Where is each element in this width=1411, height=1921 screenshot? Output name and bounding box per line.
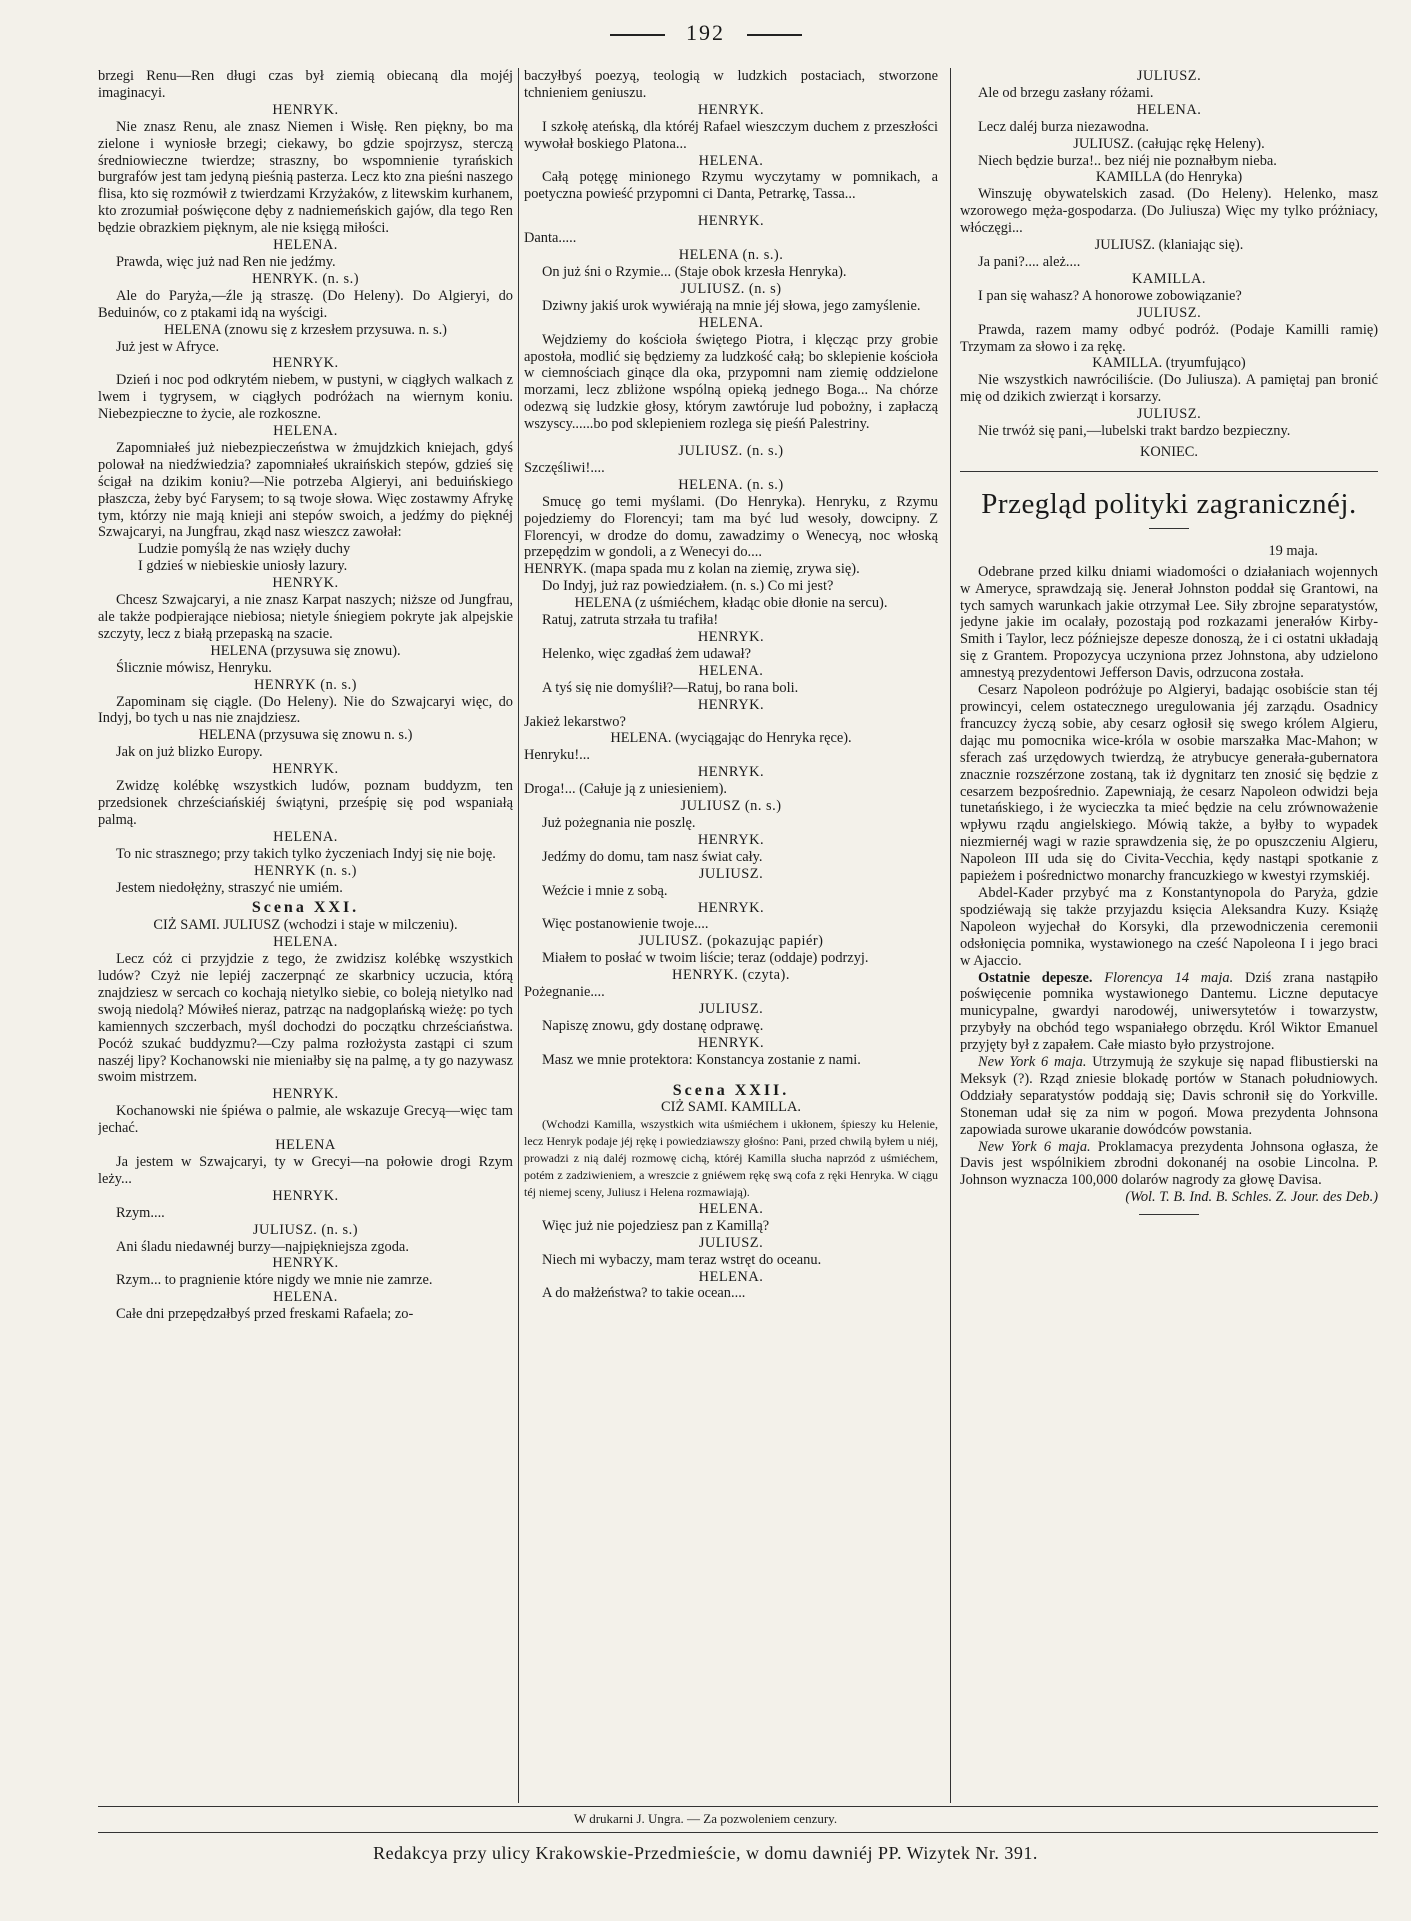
speaker-name: HENRYK. (czyta). (672, 967, 790, 984)
speaker-name: HENRYK. (697, 764, 765, 781)
sources-line: (Wol. T. B. Ind. B. Schles. Z. Jour. des Deb.) (1125, 1189, 1378, 1206)
paragraph: Smucę go temi myślami. (Do Henryka). Henryku, z Rzymu pojedziemy do Florencyi; tam ma być lud wesoły, dowcipny. Z Florencyi, w drodze do domu, zawadzimy o Wenecyą, noc włoską przepędzim w gondoli, a z Wenecyi do.... (524, 493, 938, 561)
paragraph: Szczęśliwi!.... (524, 459, 605, 476)
dispatch-newyork-1 (960, 1054, 1378, 1139)
footer-rule-bottom (98, 1832, 1378, 1833)
title-underline (1149, 528, 1189, 529)
speaker-name: HENRYK. (272, 101, 339, 118)
section-divider (960, 471, 1378, 472)
dispatch-label: Ostatnie depesze. (978, 969, 1093, 986)
speaker-name: JULIUSZ. (pokazując papiér) (638, 933, 824, 950)
paragraph: Rzym.... (116, 1204, 165, 1221)
paragraph: Całe dni przepędzałbyś przed freskami Rafaela; zo- (116, 1306, 414, 1323)
spacer (524, 1069, 938, 1079)
column-3-drama-text (960, 68, 1378, 440)
paragraph: Nie wszystkich nawróciliście. (Do Juliusza). A pamiętaj pan bronić mię od dzikich zwierząt i korsarzy. (960, 372, 1378, 406)
paragraph: Nie trwóż się pani,—lubelski trakt bardzo bezpieczny. (978, 423, 1291, 440)
paragraph: Ślicznie mówisz, Henryku. (116, 659, 272, 676)
speaker-name: HENRYK. (697, 899, 765, 916)
dispatch-place-2: New York 6 maja. (978, 1054, 1087, 1071)
speaker-name: JULIUSZ (n. s.) (680, 798, 782, 815)
paragraph: Danta..... (524, 230, 577, 247)
speaker-name: HELENA. (698, 1200, 764, 1217)
speaker-name: HENRYK. (272, 1255, 339, 1272)
paragraph: HENRYK. (mapa spada mu z kolan na ziemię, zrywa się). (524, 561, 860, 578)
speaker-name: HELENA. (n. s.) (678, 476, 784, 493)
column-divider-2 (950, 68, 951, 1803)
article-paragraph: Odebrane przed kilku dniami wiadomości o działaniach wojennych w Ameryce, sprawdzają się. Jenerał Johnston poddał się Grantowi, na tych samych warunkach jakie otrzymał Lee. Siły zbrojne separatystów, jedyne jakie im ocalały, pozostają pod rozkazami jenerałów Kirby-Smith i Taylor, lecz późniejsze depesze donoszą, że i ci ostatni układają się z Grantem. Propozycya uczyniona przez Johnstona, aby udzielono amnestyą prezydentowi Jefferson Davis, odrzucona została. (960, 563, 1378, 682)
speaker-name: HELENA (n. s.). (678, 247, 784, 264)
paragraph: Dziwny jakiś urok wywiérają na mnie jéj słowa, jego zamyślenie. (542, 297, 921, 314)
paragraph: A do małżeństwa? to takie ocean.... (542, 1285, 746, 1302)
paragraph: Wejdziemy do kościoła świętego Piotra, i klęcząc przy grobie apostoła, modlić się będziemy za ludzkość całą; bo sklepienie kościoła w ciemnościach ginące dla oka, przypomni nam ziemię oddzielone morzami, lecz zbliżone wspólną opieką jednego Boga... Na chórze odezwą się ludzkie głosy, którym zawtóruje lud pobożny, i zapłaczą wszyscy......bo pod sklepieniem rozlega się pieśń Palestriny. (524, 331, 938, 433)
column-divider-1 (518, 68, 519, 1803)
speaker-name: HENRYK. (n. s.) (251, 270, 360, 287)
paragraph: Chcesz Szwajcaryi, a nie znasz Karpat naszych; niższe od Jungfrau, ale także podpierające niebiosa; nietyle śniegiem pokryte jak alpejskie szczyty, lecz z białą przepaską na szacie. (98, 592, 513, 642)
page-number: 192 (686, 20, 725, 45)
printer-line: W drukarni J. Ungra. — Za pozwoleniem cenzury. (573, 1811, 838, 1826)
paragraph: Prawda, więc już nad Ren nie jedźmy. (116, 253, 336, 270)
speaker-name: HENRYK. (697, 831, 765, 848)
speaker-name: HENRYK. (272, 575, 339, 592)
spacer (524, 203, 938, 213)
paragraph: Rzym... to pragnienie które nigdy we mnie nie zamrze. (116, 1272, 433, 1289)
speaker-name: JULIUSZ. (n. s) (680, 280, 782, 297)
column-1-drama-text (98, 68, 513, 1803)
paragraph: Zwidzę kolébkę wszystkich ludów, poznam buddyzm, ten przedsionek chrześciańskiéj świątyni, prześpię się pod wspaniałą palmą. (98, 778, 513, 828)
speaker-name: JULIUSZ. (698, 1000, 764, 1017)
stage-direction: CIŻ SAMI. JULIUSZ (wchodzi i staje w milczeniu). (153, 917, 458, 934)
speaker-name: HENRYK. (272, 761, 339, 778)
spacer (524, 433, 938, 443)
paragraph: Kochanowski nie śpiéwa o palmie, ale wskazuje Grecyą—więc tam jechać. (98, 1103, 513, 1137)
speaker-name: HENRYK (n. s.) (254, 676, 357, 693)
stage-direction: HELENA (znowu się z krzesłem przysuwa. n. s.) (164, 321, 447, 338)
paragraph: Prawda, razem mamy odbyć podróż. (Podaje Kamilli ramię) Trzymam za słowo i za rękę. (960, 321, 1378, 355)
paragraph: Do Indyj, już raz powiedziałem. (n. s.) Co mi jest? (542, 578, 834, 595)
speaker-name: HELENA. (1136, 101, 1202, 118)
paragraph: Helenko, więc zgadłaś żem udawał? (542, 645, 751, 662)
stage-direction: JULIUSZ. (klaniając się). (1094, 237, 1244, 254)
column-3 (960, 68, 1378, 1803)
paragraph: On już śni o Rzymie... (Staje obok krzesła Henryka). (542, 263, 847, 280)
stage-direction: HELENA (przysuwa się znowu n. s.) (198, 727, 413, 744)
speaker-name: HELENA. (273, 1289, 338, 1306)
speaker-name: JULIUSZ. (1136, 304, 1202, 321)
paragraph: Pożegnanie.... (524, 984, 605, 1001)
dispatch-newyork-2 (960, 1139, 1378, 1190)
closing-rule (1139, 1214, 1199, 1215)
paragraph: To nic strasznego; przy takich tylko życzeniach Indyj się nie boję. (116, 845, 496, 862)
paragraph: Już pożegnania nie poszlę. (542, 814, 696, 831)
stage-direction: KAMILLA (do Henryka) (1095, 169, 1243, 186)
dispatch-text-3: Proklamacya prezydenta Johnsona ogłasza, że Davis jest wspólnikiem zbrodni dokonanéj na osobie Lincolna. P. Johnson wyznacza 100,000 dolarów nagrody za głowę Davisa. (960, 1138, 1378, 1189)
editorial-address: Redakcya przy ulicy Krakowskie-Przedmieście, w domu dawniéj PP. Wizytek Nr. 391. (373, 1843, 1038, 1863)
speaker-name: HENRYK (n. s.) (254, 862, 357, 879)
paragraph: Weźcie i mnie z sobą. (542, 882, 668, 899)
paragraph: Zapominam się ciągle. (Do Heleny). Nie do Szwajcaryi więc, do Indyj, bo tych u nas nie znajdziesz. (98, 693, 513, 727)
stage-direction: HELENA (przysuwa się znowu). (210, 642, 401, 659)
paragraph: Ja jestem w Szwajcaryi, ty w Grecyi—na połowie drogi Rzym leży... (98, 1154, 513, 1187)
paragraph: Zapomniałeś już niebezpieczeństwa w żmujdzkich kniejach, gdyś polował na niedźwiedzia? zapomniałeś ukraińskich stepów, gdzieś się ścigał na dzikim koniu?—Nie potrzeba Algieryi, ani beduińskiego płaszcza, żeby być Farysem; to są twoje słowa. Więc zostawmy Afrykę tym, którzy nie mają knieji ani stepów swoich, a jedźmy do pięknéj Szwajcaryi, na Jungfrau, zkąd nasz wieszcz zawołał: (98, 439, 513, 541)
paragraph: Jedźmy do domu, tam nasz świat cały. (542, 848, 763, 865)
dispatch-text-2: Utrzymują że szykuje się napad flibustierski na Meksyk (?). Rząd zniesie blokadę portów w Stanach południowych. Oddziały separatystów poddają się; Davis schronił się do Yorkville. Stoneman udał się za nim w pogoń. Mowa prezydenta Johnsona zapowiada surowe ukaranie dowódców powstania. (960, 1054, 1378, 1138)
column-2-drama-text (524, 68, 938, 1803)
dispatch-place-1: Florencya 14 maja. (1104, 969, 1234, 986)
speaker-name: HELENA. (273, 934, 338, 951)
paragraph: I szkołę ateńską, dla któréj Rafael wieszczym duchem z przeszłości wywołał boskiego Platona... (524, 118, 938, 152)
speaker-name: HELENA. (273, 423, 338, 440)
speaker-name: KAMILLA. (1132, 270, 1206, 287)
paragraph: Lecz cóż ci przyjdzie z tego, że zwidzisz kolébkę wszystkich ludów? Czyż nie lepiéj zaczerpnąć ze skarbnicy uczucia, którą znajdziesz w sercach co kochają nietylko siebie, co boleją nietylko nad swoją niedolą? Mówiłeś nieraz, patrząc na nadgoplańską wieżę: po tych kamiennych szczerbach, myśl dochodzi do początku chrześciaństwa. Pocóż szukać buddyzmu?—Czy palma rozłożysta zastąpi ci szum naszéj lipy? Kochanowski nie mieniałby się na palmę, a ty go nazywasz swoim mistrzem. (98, 951, 513, 1086)
speaker-name: HELENA (275, 1137, 336, 1154)
stage-direction: HELENA (z uśmiéchem, kładąc obie dłonie na sercu). (574, 595, 888, 612)
section-date: 19 maja. (1268, 542, 1318, 559)
scene-heading: Scena XXI. (251, 899, 360, 917)
paragraph: Niech mi wybaczy, mam teraz wstręt do oceanu. (542, 1251, 822, 1268)
foreign-politics-article (960, 564, 1378, 970)
stage-direction: JULIUSZ. (całując rękę Heleny). (1073, 135, 1265, 152)
header-rule-right (747, 34, 802, 36)
paragraph: Więc już nie pojedziesz pan z Kamillą? (542, 1217, 770, 1234)
dispatch-place-3: New York 6 maja. (978, 1138, 1091, 1155)
speaker-name: HENRYK. (272, 1187, 339, 1204)
paragraph: Winszuję obywatelskich zasad. (Do Heleny). Helenko, masz wzorowego męża-gospodarza. (Do Juliusza) Więc my tylko próżniacy, włóczęgi... (960, 186, 1378, 237)
paragraph: brzegi Renu—Ren długi czas był ziemią obiecaną dla mojéj imaginacyi. (98, 68, 513, 101)
paragraph: Ale do Paryża,—źle ją straszę. (Do Heleny). Do Algieryi, do Beduinów, co z ptakami idą na wyścigi. (98, 287, 513, 321)
scene-heading: Scena XXII. (672, 1081, 790, 1099)
paragraph: baczyłbyś poezyą, teologią w ludzkich postaciach, stworzone tchnieniem geniuszu. (524, 68, 938, 101)
speaker-name: HENRYK. (272, 355, 339, 372)
paragraph: Droga!... (Całuje ją z uniesieniem). (524, 781, 727, 798)
stage-direction: CIŻ SAMI. KAMILLA. (661, 1099, 801, 1116)
speaker-name: HELENA. (698, 152, 764, 169)
paragraph: Więc postanowienie twoje.... (542, 916, 709, 933)
speaker-name: HENRYK. (697, 101, 765, 118)
speaker-name: HENRYK. (272, 1086, 339, 1103)
speaker-name: JULIUSZ. (698, 1234, 764, 1251)
speaker-name: HELENA. (273, 828, 338, 845)
stage-direction: KAMILLA. (tryumfująco) (1092, 355, 1246, 372)
speaker-name: HELENA. (273, 237, 338, 254)
speaker-name: HELENA. (698, 1268, 764, 1285)
speaker-name: HENRYK. (697, 629, 765, 645)
verse-line: I gdzieś w niebieskie uniosły lazury. (138, 558, 348, 575)
section-title: Przegląd polityki zagranicznéj. (981, 487, 1357, 520)
speaker-name: HENRYK. (697, 213, 765, 230)
speaker-name: JULIUSZ. (n. s.) (678, 443, 784, 460)
header-rule-left (610, 34, 665, 36)
paragraph: Lecz daléj burza niezawodna. (978, 118, 1149, 135)
speaker-name: JULIUSZ. (n. s.) (252, 1221, 359, 1238)
paragraph: Ratuj, zatruta strzała tu trafiła! (542, 612, 719, 629)
speaker-name: HELENA. (698, 314, 764, 331)
stage-direction: HELENA. (wyciągając do Henryka ręce). (610, 730, 852, 747)
speaker-name: HENRYK. (697, 1034, 765, 1051)
paragraph: Już jest w Afryce. (116, 338, 220, 355)
paragraph: Ja pani?.... ależ.... (978, 253, 1081, 270)
paragraph: A tyś się nie domyślił?—Ratuj, bo rana boli. (542, 679, 799, 696)
paragraph: Całą potęgę minionego Rzymu wyczytamy w pomnikach, a poetyczna powieść przypomni ci Danta, Petrarkę, Tassa... (524, 169, 938, 203)
speaker-name: HELENA. (698, 662, 764, 679)
speaker-name: HENRYK. (697, 696, 765, 713)
article-paragraph: Cesarz Napoleon podróżuje po Algieryi, badając osobiście stan téj prowincyi, celem ostatecznego uregulowania jéj zarządu. Osadnicy francuzcy życzą sobie, aby cesarz ogłosił się swego królem Algieru, dając mu pomocnika wice-króla w osobie marszałka Mac-Mahon; w sferach zaś urzędowych twierdzą, że atrybucye generała-gubernatora znacznie rozszérzone zostaną, tak iż dygnitarz ten znosić się będzie z cesarzem bezpośrednio. Zapewniają, że cesarz Napoleon odwidzi beja tunetańskiego, i że wycieczka ta mieć będzie na celu zrównoważenie wpływu rządu angielskiego. Mówią także, a byłby to wypadek niezmiernéj wagi w razie sprawdzenia się, że po opuszczeniu Algieru, Napoleon III uda się do Civita-Vecchia, kędy nastąpi spotkanie z papieżem i pośrednictwo monarchy francuzkiego w kwestyi rzymskiéj. (960, 682, 1378, 885)
paragraph: Niech będzie burza!.. bez niéj nie poznałbym nieba. (978, 152, 1277, 169)
dispatch-text-1: Dziś zrana nastąpiło poświęcenie pomnika wystawionego Dantemu. Liczne deputacye municypalne, gwardyi narodowéj, uniwersytetów i towarzystw, przybyły na obchód tego wspaniałego obrzędu. Król Wiktor Emanuel przyjęty był z zapałem. Całe miasto było przystrojone. (960, 969, 1378, 1054)
paragraph: (Wchodzi Kamilla, wszystkich wita uśmiéchem i ukłonem, śpieszy ku Helenie, lecz Henryk podaje jéj rękę i powiedziawszy głośno: Pani, przed chwilą byłem u niéj, prowadzi z nią daléj rozmowę cichą, któréj Kamilla słucha naprzód z uśmiéchem, potém z zadziwieniem, a wreszcie z gniéwem rękę swą cofa z ręki Henryka. W ciągu téj niemej sceny, Juliusz i Helena rozmawiają). (524, 1117, 938, 1199)
paragraph: Miałem to posłać w twoim liście; teraz (oddaje) podrzyj. (542, 950, 869, 967)
verse-line: Ludzie pomyślą że nas wzięły duchy (138, 541, 351, 558)
paragraph: Jak on już blizko Europy. (116, 744, 263, 761)
paragraph: Masz we mnie protektora: Konstancya zostanie z nami. (542, 1051, 861, 1068)
paragraph: Jakież lekarstwo? (524, 713, 626, 730)
paragraph: Ani śladu niedawnéj burzy—najpiękniejsza zgoda. (116, 1238, 409, 1255)
footer-rule-top (98, 1806, 1378, 1807)
speaker-name: JULIUSZ. (698, 865, 764, 882)
paragraph: Napiszę znowu, gdy dostanę odprawę. (542, 1017, 764, 1034)
paragraph: Dzień i noc pod odkrytém niebem, w pustyni, w ciągłych walkach z lwem i tygrysem, w ciągłych podróżach na wiernym koniu. Niebezpieczne to życie, ale rozkoszne. (98, 372, 513, 423)
end-marker: KONIEC. (1140, 443, 1198, 460)
paragraph: I pan się wahasz? A honorowe zobowiązanie? (978, 287, 1242, 304)
speaker-name: JULIUSZ. (1136, 406, 1202, 423)
page-header (0, 20, 1411, 46)
paragraph: Jestem niedołężny, straszyć nie umiém. (116, 879, 343, 896)
paragraph: Ale od brzegu zasłany różami. (978, 84, 1154, 101)
dispatch-florence (960, 970, 1378, 1055)
paragraph: Nie znasz Renu, ale znasz Niemen i Wisłę. Ren piękny, bo ma zielone i wyniosłe brzegi; ciekawy, bo gdzie spojrzysz, sterczą średniowieczne twierdze; straszny, bo wspomnienie tyrańskich burgrafów jest tam jedyną pieśnią pasterza. Lecz kto zna pieśni naszego flisa, kto się rozmówił z twierdzami Krzyżaków, z litewskim kurhanem, kto zrozumiał poświęcone dęby z nadniemeńskich gajów, dla tego Ren będzie obrazkiem pięknym, ale nie księgą miłości. (98, 118, 513, 237)
article-paragraph: Abdel-Kader przybyć ma z Konstantynopola do Paryża, gdzie spodziéwają się także przyjazdu księcia Aleksandra Kuzy. Książę Napoleon wyjechał do Korsyki, dla przewodniczenia ceremonii odsłonięcia pomnika, wystawionego na cześć Napoleona I i jego braci w Ajaccio. (960, 884, 1378, 969)
paragraph: Henryku!... (524, 747, 590, 764)
speaker-name: JULIUSZ. (1136, 68, 1202, 84)
